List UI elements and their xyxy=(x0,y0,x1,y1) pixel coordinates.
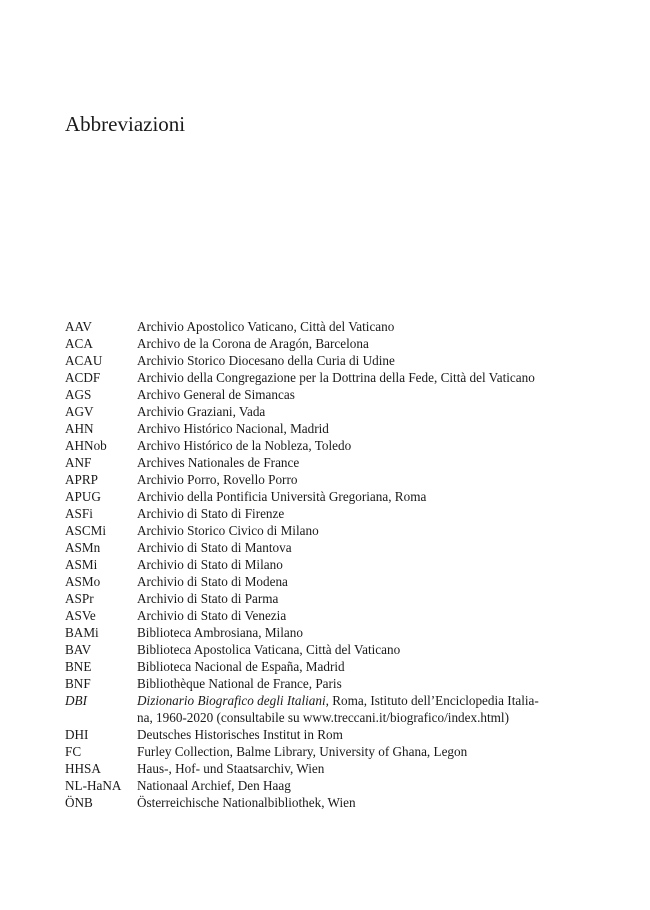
abbreviation-description: Archivo General de Simancas xyxy=(137,387,295,402)
description-text-continued: na, 1960-2020 (consultabile su www.treccani.it/biografico/index.html) xyxy=(137,710,509,725)
list-item xyxy=(65,505,585,522)
abbreviation-description: Archivio Apostolico Vaticano, Città del Vaticano xyxy=(137,319,395,334)
page-title: Abbreviazioni xyxy=(65,112,186,136)
abbreviation-description: Biblioteca Nacional de España, Madrid xyxy=(137,659,345,674)
abbreviation: NL-HaNA xyxy=(65,778,122,793)
abbreviation: DBI xyxy=(65,693,87,708)
list-item xyxy=(65,539,585,556)
list-item xyxy=(65,403,585,420)
list-item xyxy=(65,386,585,403)
list-item xyxy=(65,658,585,675)
abbreviation-description: Archives Nationales de France xyxy=(137,455,300,470)
list-item xyxy=(65,607,585,624)
abbreviation: BNF xyxy=(65,676,91,691)
abbreviation: HHSA xyxy=(65,761,101,776)
abbreviation-description: Archivio della Pontificia Università Gregoriana, Roma xyxy=(137,489,427,504)
abbreviation-description: Biblioteca Apostolica Vaticana, Città del Vaticano xyxy=(137,642,401,657)
abbreviation: BAV xyxy=(65,642,92,657)
abbreviation: APUG xyxy=(65,489,101,504)
abbreviation-description: Nationaal Archief, Den Haag xyxy=(137,778,291,793)
abbreviation-list xyxy=(65,318,585,811)
abbreviation-description: Archivio di Stato di Parma xyxy=(137,591,279,606)
abbreviation: AHN xyxy=(65,421,94,436)
list-item xyxy=(65,454,585,471)
abbreviation: ASPr xyxy=(65,591,94,606)
abbreviation-description: Deutsches Historisches Institut in Rom xyxy=(137,727,343,742)
list-item xyxy=(65,692,585,726)
work-title: Dizionario Biografico degli Italiani xyxy=(137,693,326,708)
abbreviation-description: Biblioteca Ambrosiana, Milano xyxy=(137,625,303,640)
abbreviation: APRP xyxy=(65,472,98,487)
abbreviation: ÖNB xyxy=(65,795,93,810)
abbreviation-description: Archivio Storico Civico di Milano xyxy=(137,523,319,538)
abbreviation: AAV xyxy=(65,319,92,334)
list-item xyxy=(65,318,585,335)
abbreviation: DHI xyxy=(65,727,89,742)
list-item xyxy=(65,794,585,811)
abbreviation: ASFi xyxy=(65,506,93,521)
list-item xyxy=(65,369,585,386)
list-item xyxy=(65,488,585,505)
abbreviation: ASMo xyxy=(65,574,101,589)
abbreviation-description: Archivo Histórico Nacional, Madrid xyxy=(137,421,329,436)
list-item xyxy=(65,352,585,369)
abbreviation-description: Furley Collection, Balme Library, University of Ghana, Legon xyxy=(137,744,468,759)
description-text: , Roma, Istituto dell’Enciclopedia Italia- xyxy=(325,693,539,708)
abbreviation-description: Bibliothèque National de France, Paris xyxy=(137,676,342,691)
abbreviation: ANF xyxy=(65,455,92,470)
abbreviation-description: Archivio Porro, Rovello Porro xyxy=(137,472,298,487)
abbreviation: AHNob xyxy=(65,438,107,453)
list-item xyxy=(65,556,585,573)
abbreviation: FC xyxy=(65,744,82,759)
abbreviation: AGS xyxy=(65,387,92,402)
list-item xyxy=(65,675,585,692)
abbreviation-description: Archivo de la Corona de Aragón, Barcelona xyxy=(137,336,369,351)
abbreviation-description: Österreichische Nationalbibliothek, Wien xyxy=(137,795,356,810)
abbreviation: BNE xyxy=(65,659,92,674)
list-item xyxy=(65,743,585,760)
list-item xyxy=(65,522,585,539)
abbreviation: ASVe xyxy=(65,608,96,623)
abbreviation: ACAU xyxy=(65,353,103,368)
abbreviation: ASMi xyxy=(65,557,98,572)
abbreviation-description: Archivo Histórico de la Nobleza, Toledo xyxy=(137,438,352,453)
abbreviation: AGV xyxy=(65,404,94,419)
abbreviation-description: Archivio di Stato di Mantova xyxy=(137,540,292,555)
list-item xyxy=(65,760,585,777)
abbreviation-description: Archivio Graziani, Vada xyxy=(137,404,266,419)
abbreviation-description: Archivio di Stato di Modena xyxy=(137,574,288,589)
list-item xyxy=(65,335,585,352)
abbreviation-description xyxy=(137,692,585,726)
list-item xyxy=(65,420,585,437)
list-item xyxy=(65,641,585,658)
list-item xyxy=(65,437,585,454)
list-item xyxy=(65,624,585,641)
abbreviation-description: Archivio di Stato di Firenze xyxy=(137,506,285,521)
abbreviation-description: Haus-, Hof- und Staatsarchiv, Wien xyxy=(137,761,325,776)
abbreviation: ASMn xyxy=(65,540,101,555)
abbreviation: BAMi xyxy=(65,625,99,640)
abbreviation-description: Archivio della Congregazione per la Dottrina della Fede, Città del Vaticano xyxy=(137,370,535,385)
list-item xyxy=(65,726,585,743)
list-item xyxy=(65,777,585,794)
list-item xyxy=(65,573,585,590)
abbreviation-description: Archivio Storico Diocesano della Curia di Udine xyxy=(137,353,395,368)
list-item xyxy=(65,471,585,488)
abbreviation: ACA xyxy=(65,336,93,351)
list-item xyxy=(65,590,585,607)
abbreviation-description: Archivio di Stato di Venezia xyxy=(137,608,287,623)
abbreviation: ASCMi xyxy=(65,523,107,538)
abbreviation: ACDF xyxy=(65,370,101,385)
abbreviation-description: Archivio di Stato di Milano xyxy=(137,557,283,572)
